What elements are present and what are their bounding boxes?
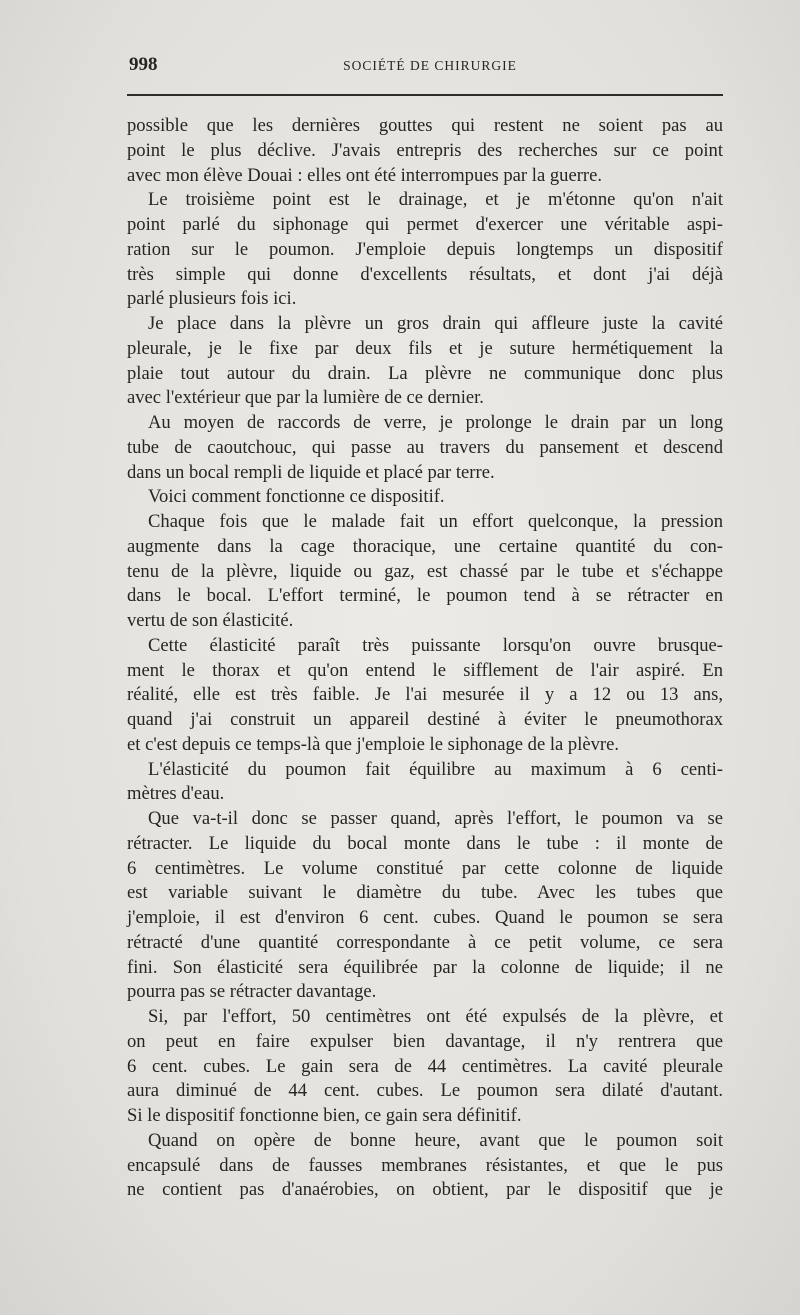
text-line: Si le dispositif fonctionne bien, ce gain sera définitif. [127,1105,522,1126]
text-line: rétracter. Le liquide du bocal monte dans le tube : il monte de [127,832,723,854]
paragraph [127,807,723,1005]
text-line: Quand on opère de bonne heure, avant que le poumon soit [148,1129,723,1151]
paragraph [127,188,723,312]
text-line: Si, par l'effort, 50 centimètres ont été expulsés de la plèvre, et [148,1006,723,1027]
paragraph [127,1005,723,1129]
text-line: Je place dans la plèvre un gros drain qui affleure juste la cavité [148,313,723,334]
text-line: Que va-t-il donc se passer quand, après l'effort, le poumon va se [148,808,723,829]
text-line: vertu de son élasticité. [127,610,294,631]
text-line: mètres d'eau. [127,783,225,805]
text-line: ration sur le poumon. J'emploie depuis longtemps un dispositif [127,238,723,260]
text-line: on peut en faire expulser bien davantage, il n'y rentrera que [127,1030,723,1052]
text-line: est variable suivant le diamètre du tube. Avec les tubes que [127,882,723,904]
text-line: et c'est depuis ce temps-là que j'emploie le siphonage de la plèvre. [127,733,620,755]
text-line: encapsulé dans de fausses membranes résistantes, et que le pus [127,1154,723,1176]
text-line: point parlé du siphonage qui permet d'exercer une véritable aspi- [127,214,723,235]
text-line: tube de caoutchouc, qui passe au travers du pansement et descend [127,436,723,458]
text-line: parlé plusieurs fois ici. [127,288,297,310]
text-line: Au moyen de raccords de verre, je prolonge le drain par un long [148,412,723,433]
text-line: Voici comment fonctionne ce dispositif. [148,486,445,508]
text-line: quand j'ai construit un appareil destiné à éviter le pneumothorax [127,709,723,730]
text-line: pourra pas se rétracter davantage. [127,981,377,1003]
running-title: SOCIÉTÉ DE CHIRURGIE [343,58,517,73]
text-line: possible que les dernières gouttes qui restent ne soient pas au [127,115,723,136]
text-line: pleurale, je le fixe par deux fils et je suture hermétiquement la [127,337,723,359]
text-line: point le plus déclive. J'avais entrepris des recherches sur ce point [127,139,723,161]
text-line: avec mon élève Douai : elles ont été interrompues par la guerre. [127,164,602,186]
text-line: j'emploie, il est d'environ 6 cent. cubes. Quand le poumon se sera [127,907,723,928]
text-line: plaie tout autour du drain. La plèvre ne communique donc plus [127,362,723,384]
text-line: ne contient pas d'anaérobies, on obtient, par le dispositif que je [127,1179,723,1201]
text-line: augmente dans la cage thoracique, une certaine quantité du con- [127,535,723,557]
text-line: tenu de la plèvre, liquide ou gaz, est chassé par le tube et s'échappe [127,560,723,582]
text-line: fini. Son élasticité sera équilibrée par la colonne de liquide; il ne [127,956,723,978]
text-line: avec l'extérieur que par la lumière de ce dernier. [127,387,484,409]
text-line: Chaque fois que le malade fait un effort quelconque, la pression [148,511,723,532]
text-line: Le troisième point est le drainage, et je m'étonne qu'on n'ait [148,189,723,211]
header-rule [127,94,723,96]
text-line: Cette élasticité paraît très puissante lorsqu'on ouvre brusque- [148,634,723,656]
text-line: L'élasticité du poumon fait équilibre au maximum à 6 centi- [148,758,723,780]
text-line: dans un bocal rempli de liquide et placé par terre. [127,461,495,483]
paragraph [127,485,723,510]
text-line: 6 centimètres. Le volume constitué par cette colonne de liquide [127,857,723,879]
page-number: 998 [129,54,158,75]
paragraph [127,1129,723,1203]
paragraph [127,758,723,808]
text-line: aura diminué de 44 cent. cubes. Le poumon sera dilaté d'autant. [127,1080,723,1102]
text-line: dans le bocal. L'effort terminé, le poumon tend à se rétracter en [127,585,723,607]
text-line: ment le thorax et qu'on entend le sifflement de l'air aspiré. En [127,659,723,681]
text-line: très simple qui donne d'excellents résultats, et dont j'ai déjà [127,263,723,285]
paragraph [127,510,723,634]
text-line: 6 cent. cubes. Le gain sera de 44 centimètres. La cavité pleurale [127,1055,723,1077]
text-line: rétracté d'une quantité correspondante à ce petit volume, ce sera [127,931,723,953]
text-line: réalité, elle est très faible. Je l'ai mesurée il y a 12 ou 13 ans, [127,684,723,706]
paragraph [127,114,723,188]
paragraph [127,634,723,758]
paragraph [127,411,723,485]
paragraph [127,312,723,411]
body-text [127,114,723,1203]
